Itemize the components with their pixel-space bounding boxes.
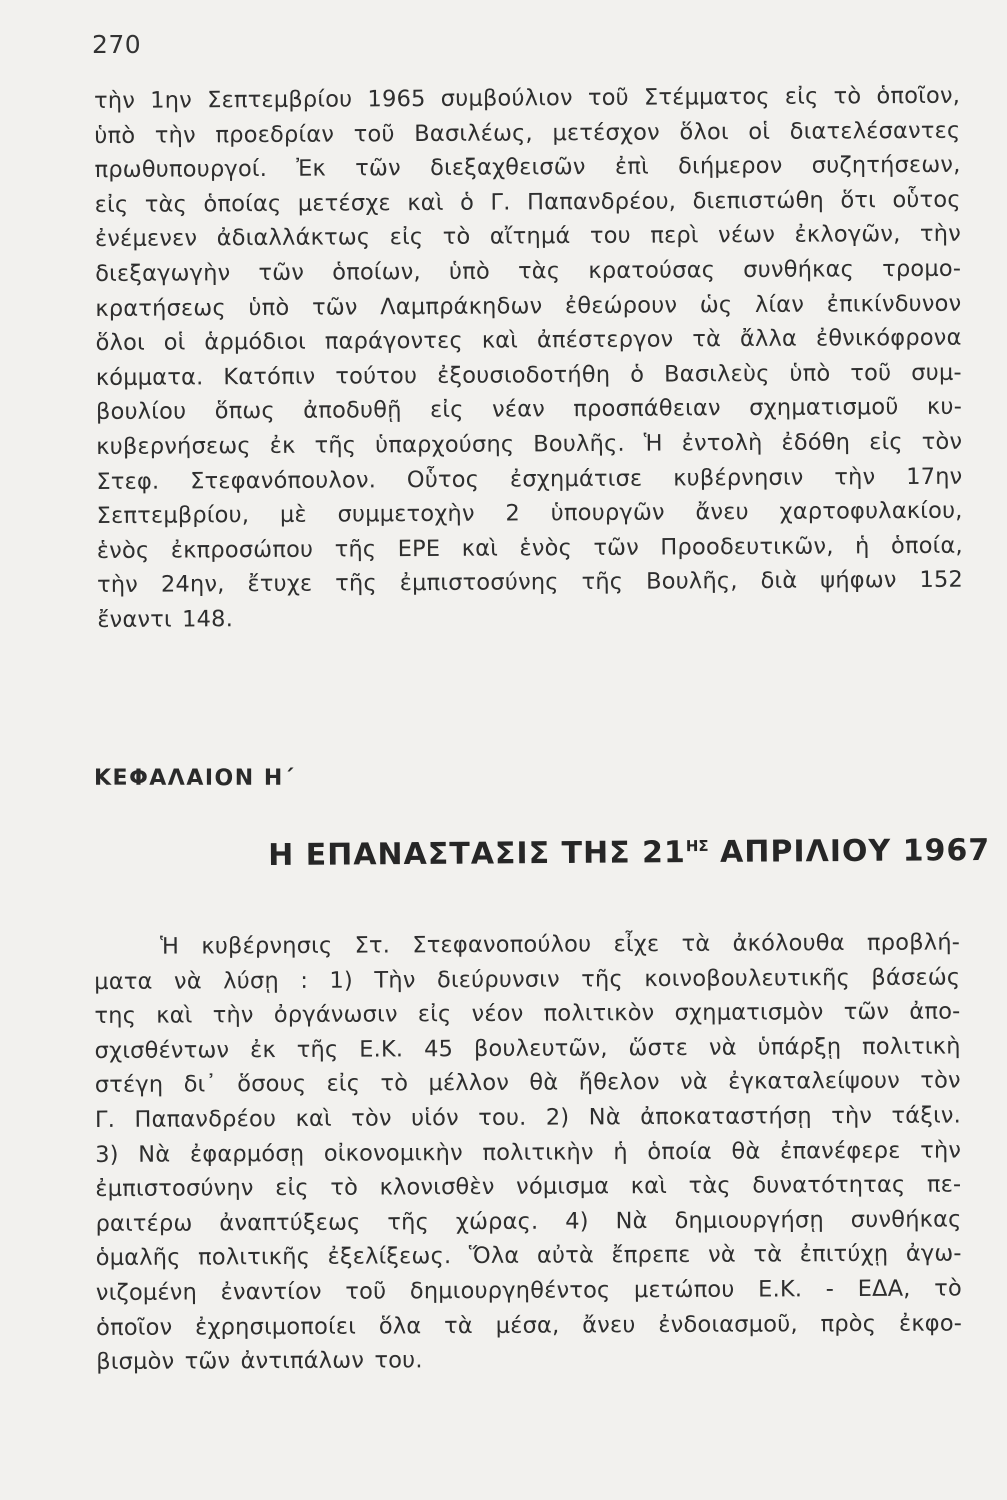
text-line: Στεφ. Στεφανόπουλον. Οὗτος ἐσχημάτισε κυβέρνησιν τὴν 17ην [96, 463, 963, 495]
text-line: ὁμαλῆς πολιτικῆς ἐξελίξεως. Ὅλα αὐτὰ ἔπρεπε νὰ τὰ ἐπιτύχῃ ἀγω- [95, 1240, 962, 1272]
text-line: Γ. Παπανδρέου καὶ τὸν υἱόν του. 2) Νὰ ἀποκαταστήσῃ τὴν τάξιν. [94, 1102, 962, 1133]
text-line: τὴν 1ην Σεπτεμβρίου 1965 συμβούλιον τοῦ Στέμματος εἰς τὸ ὁποῖον, [94, 82, 961, 114]
chapter-title-superscript: ΗΣ [685, 836, 709, 856]
text-line: εἰς τὰς ὁποίας μετέσχε καὶ ὁ Γ. Παπανδρέου, διεπιστώθη ὅτι οὗτος [94, 186, 961, 218]
text-line: ἐνέμενεν ἀδιαλλάκτως εἰς τὸ αἴτημά του περὶ νέων ἐκλογῶν, τὴν [94, 221, 962, 253]
text-line: στέγη δι᾿ ὅσους εἰς τὸ μέλλον θὰ ἤθελον νὰ ἐγκαταλείψουν τὸν [94, 1067, 961, 1099]
text-line: ἐμπιστοσύνην εἰς τὸ κλονισθὲν νόμισμα καὶ τὰς δυνατότητας πε- [95, 1171, 962, 1203]
text-line: πρωθυπουργοί. Ἐκ τῶν διεξαχθεισῶν ἐπὶ διήμερον συζητήσεων, [94, 151, 961, 184]
chapter-title-part-2: ΑΠΡΙΛΙΟΥ 1967 [719, 832, 991, 870]
text-line: ραιτέρω ἀναπτύξεως τῆς χώρας. 4) Νὰ δημιουργήσῃ συνθήκας [95, 1206, 962, 1237]
text-line: ὁποῖον ἐχρησιμοποίει ὅλα τὰ μέσα, ἄνευ ἐνδοιασμοῦ, πρὸς ἐκφο- [96, 1309, 963, 1341]
chapter-title-part-1: Η ΕΠΑΝΑΣΤΑΣΙΣ ΤΗΣ 21 [268, 835, 686, 873]
chapter-title [268, 833, 990, 873]
text-line: 3) Νὰ ἐφαρμόσῃ οἰκονομικὴν πολιτικὴν ἡ ὁποία θὰ ἐπανέφερε τὴν [95, 1137, 962, 1168]
page-number: 270 [92, 30, 142, 59]
text-line: βισμὸν τῶν ἀντιπάλων του. [96, 1347, 423, 1376]
text-line: κυβερνήσεως ἐκ τῆς ὑπαρχούσης Βουλῆς. Ἡ ἐντολὴ ἐδόθη εἰς τὸν [96, 428, 963, 460]
text-line: Σεπτεμβρίου, μὲ συμμετοχὴν 2 ὑπουργῶν ἄνευ χαρτοφυλακίου, [96, 497, 963, 530]
text-line: ματα νὰ λύσῃ : 1) Τὴν διεύρυνσιν τῆς κοινοβουλευτικῆς βάσεώς [94, 964, 961, 995]
text-line: της καὶ τὴν ὀργάνωσιν εἰς νέον πολιτικὸν σχηματισμὸν τῶν ἀπο- [94, 998, 961, 1030]
text-line: ἑνὸς ἐκπροσώπου τῆς ΕΡΕ καὶ ἑνὸς τῶν Προοδευτικῶν, ἡ ὁποία, [96, 532, 963, 564]
text-line: ὅλοι οἱ ἁρμόδιοι παράγοντες καὶ ἀπέστεργον τὰ ἄλλα ἐθνικόφρονα [95, 324, 962, 357]
paragraph-1 [94, 79, 963, 638]
text-line: κρατήσεως ὑπὸ τῶν Λαμπράκηδων ἐθεώρουν ὡς λίαν ἐπικίνδυνον [95, 290, 962, 322]
text-line: νιζομένη ἐναντίον τοῦ δημιουργηθέντος μετώπου Ε.Κ. - ΕΔΑ, τὸ [95, 1275, 962, 1306]
text-line: τὴν 24ην, ἔτυχε τῆς ἐμπιστοσύνης τῆς Βουλῆς, διὰ ψήφων 152 [96, 567, 964, 599]
text-line: ἔναντι 148. [97, 606, 234, 633]
text-line: Ἡ κυβέρνησις Στ. Στεφανοπούλου εἶχε τὰ ἀκόλουθα προβλή- [160, 929, 961, 960]
text-line: ὑπὸ τὴν προεδρίαν τοῦ Βασιλέως, μετέσχον ὅλοι οἱ διατελέσαντες [94, 117, 961, 149]
paragraph-2 [94, 925, 962, 1379]
text-line: σχισθέντων ἐκ τῆς Ε.Κ. 45 βουλευτῶν, ὥστε νὰ ὑπάρξῃ πολιτικὴ [94, 1033, 961, 1064]
chapter-label: ΚΕΦΑΛΑΙΟΝ Η΄ [94, 766, 295, 791]
text-line: κόμματα. Κατόπιν τούτου ἐξουσιοδοτήθη ὁ Βασιλεὺς ὑπὸ τοῦ συμ- [95, 359, 962, 391]
text-line: διεξαγωγὴν τῶν ὁποίων, ὑπὸ τὰς κρατούσας συνθήκας τρομο- [95, 255, 962, 287]
text-line: βουλίου ὅπως ἀποδυθῇ εἰς νέαν προσπάθειαν σχηματισμοῦ κυ- [95, 394, 963, 426]
